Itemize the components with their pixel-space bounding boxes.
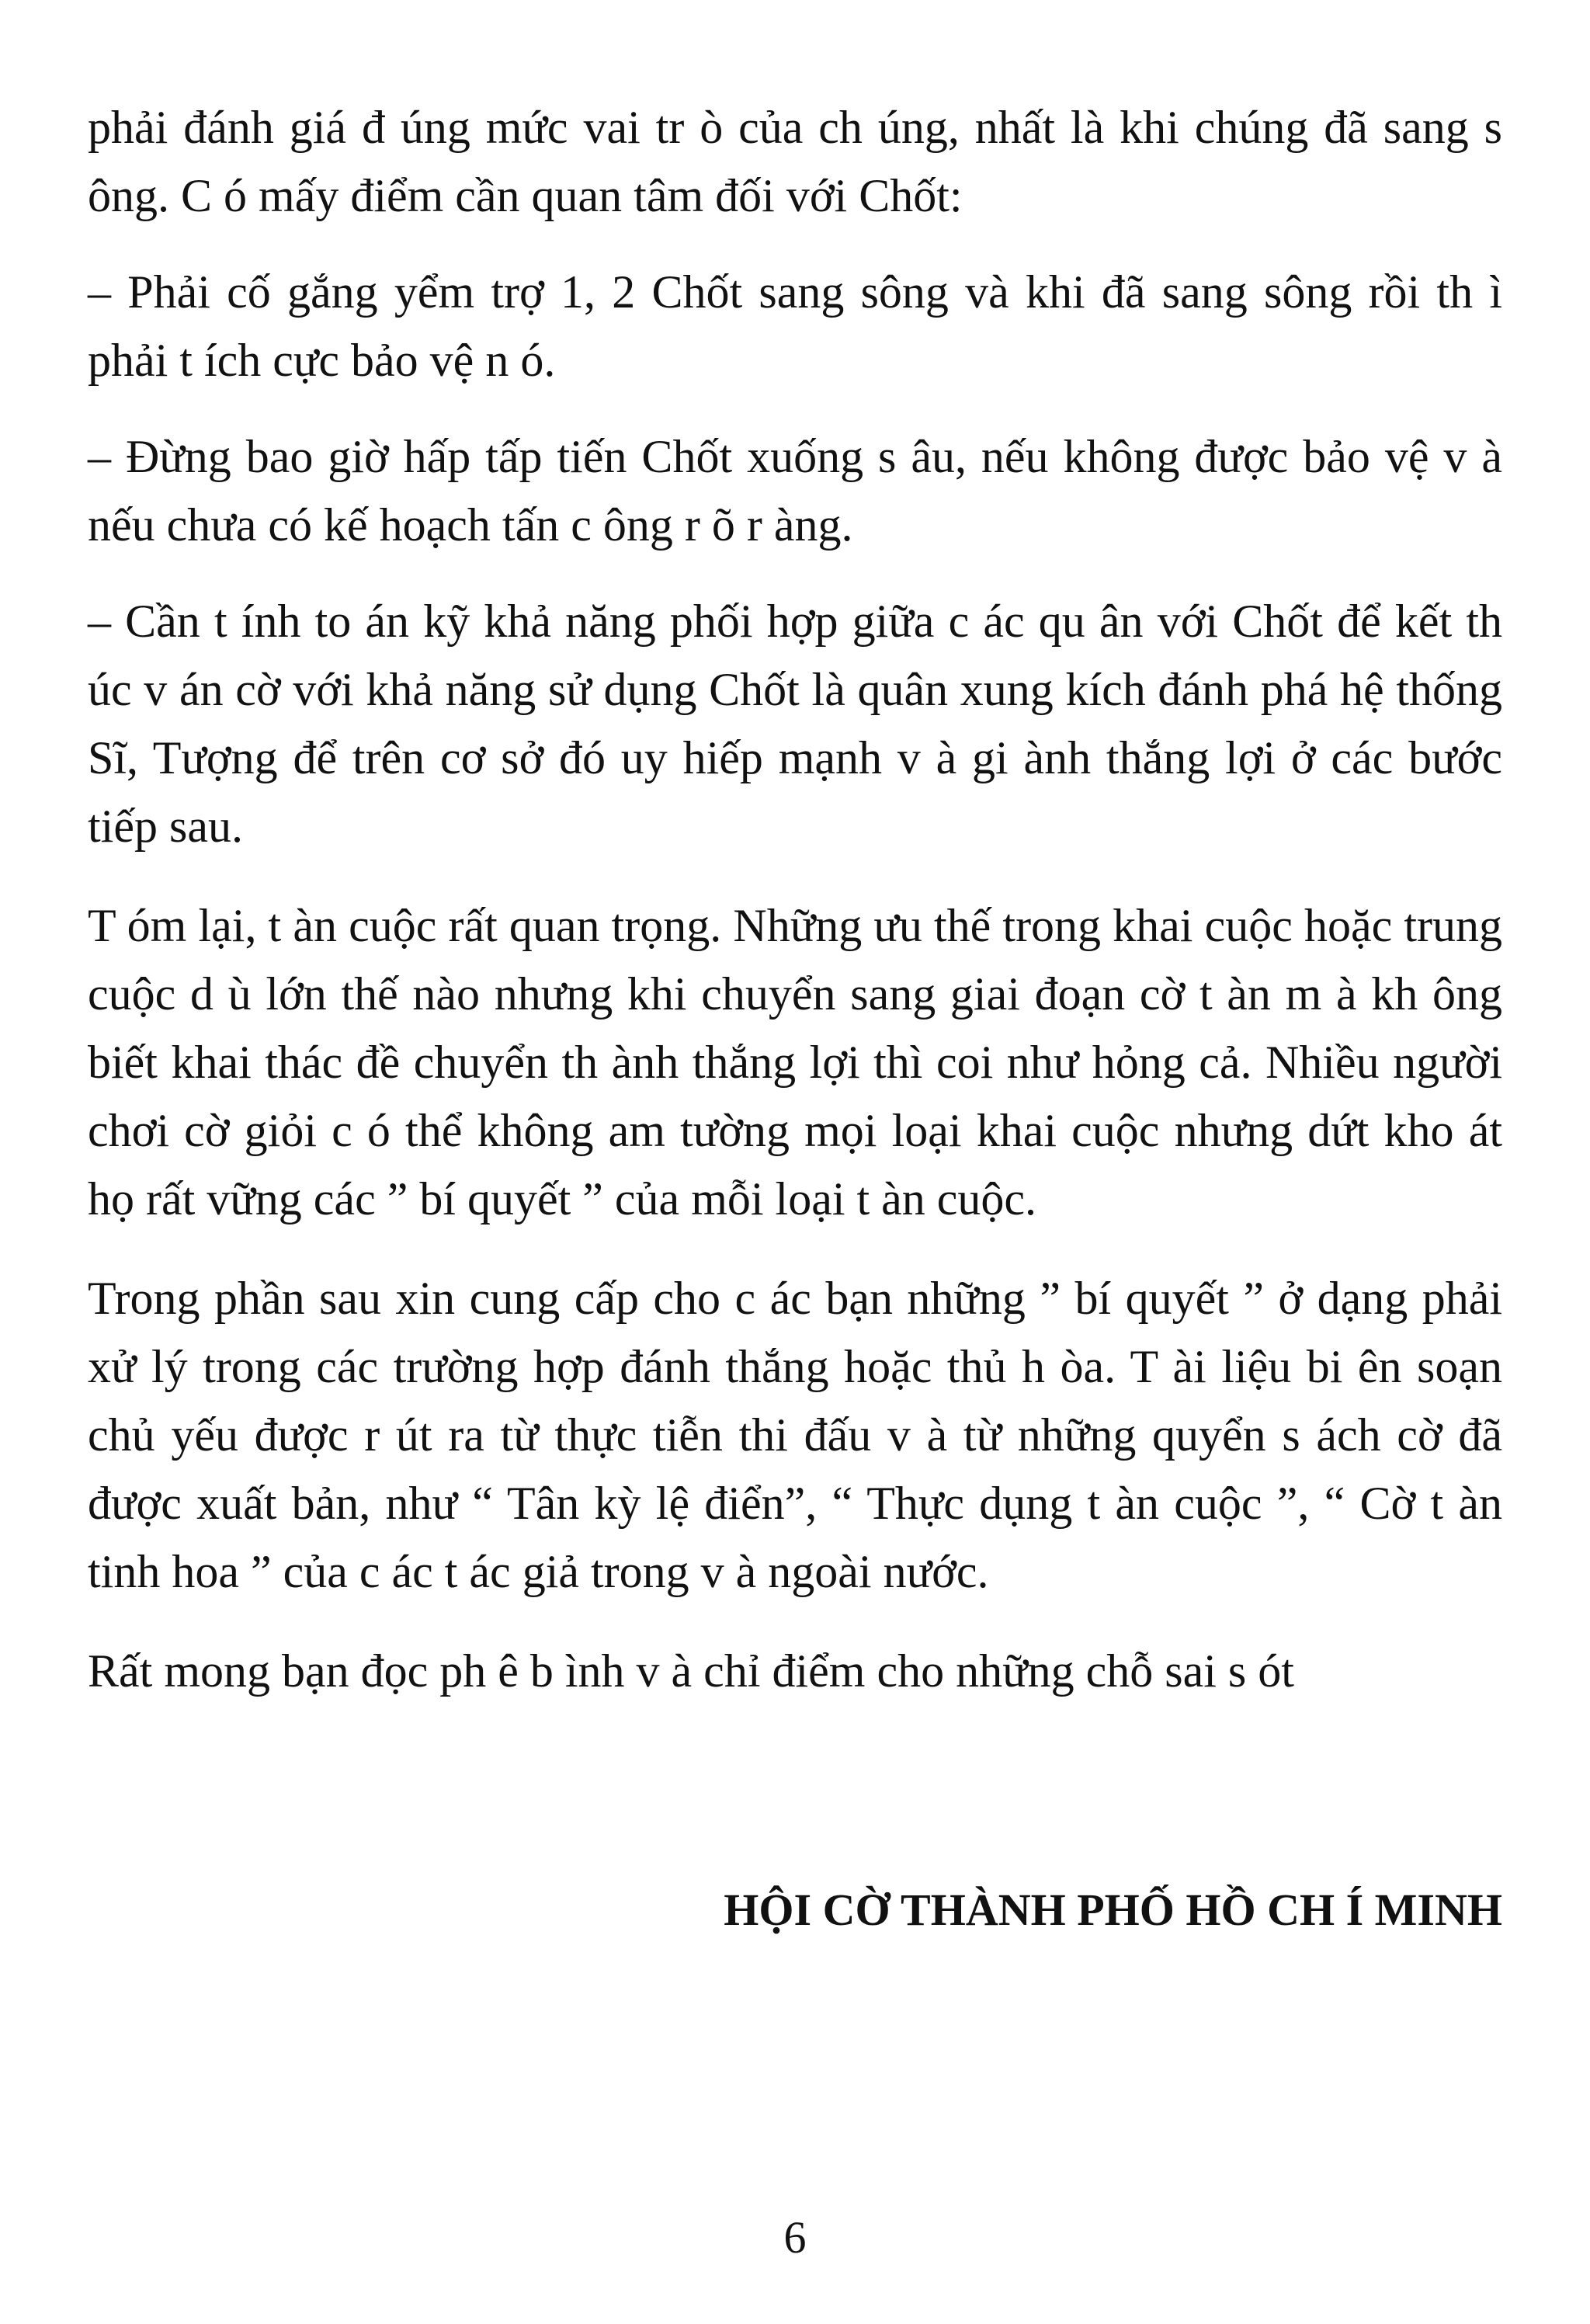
paragraph: phải đánh giá đ úng mức vai tr ò của ch úng, nhất là khi chúng đã sang s ông. C ó mấy điểm cần quan tâm đối với Chốt:	[88, 102, 1502, 221]
signature: HỘI CỜ THÀNH PHỐ HỒ CH Í MINH	[724, 1885, 1502, 1935]
paragraph: Trong phần sau xin cung cấp cho c ác bạn những ” bí quyết ” ở dạng phải xử lý trong các trường hợp đánh thắng hoặc thủ h òa. T ài liệu bi ên soạn chủ yếu được r út ra từ thực tiễn thi đấu v à từ những quyển s ách cờ đã được xuất bản, như “ Tân kỳ lệ điển”, “ Thực dụng t àn cuộc ”, “ Cờ t àn tinh hoa ” của c ác t ác giả trong v à ngoài nước.	[88, 1273, 1502, 1597]
paragraph: T óm lại, t àn cuộc rất quan trọng. Những ưu thế trong khai cuộc hoặc trung cuộc d ù lớn thế nào nhưng khi chuyển sang giai đoạn cờ t àn m à kh ông biết khai thác đề chuyển th ành thắng lợi thì coi như hỏng cả. Nhiều người chơi cờ giỏi c ó thể không am tường mọi loại khai cuộc nhưng dứt kho át họ rất vững các ” bí quyết ” của mỗi loại t àn cuộc.	[88, 900, 1502, 1225]
page-number: 6	[783, 2212, 807, 2263]
paragraph: Rất mong bạn đọc ph ê b ình v à chỉ điểm cho những chỗ sai s ót	[88, 1645, 1294, 1697]
paragraph: – Phải cố gắng yểm trợ 1, 2 Chốt sang sông và khi đã sang sông rồi th ì phải t ích cực bảo vệ n ó.	[88, 266, 1502, 386]
body-text	[88, 93, 1502, 1705]
paragraph: – Cần t ính to án kỹ khả năng phối hợp giữa c ác qu ân với Chốt để kết th úc v án cờ với khả năng sử dụng Chốt là quân xung kích đánh phá hệ thống Sĩ, Tượng để trên cơ sở đó uy hiếp mạnh v à gi ành thắng lợi ở các bước tiếp sau.	[88, 596, 1502, 852]
paragraph: – Đừng bao giờ hấp tấp tiến Chốt xuống s âu, nếu không được bảo vệ v à nếu chưa có kế hoạch tấn c ông r õ r àng.	[88, 431, 1502, 551]
